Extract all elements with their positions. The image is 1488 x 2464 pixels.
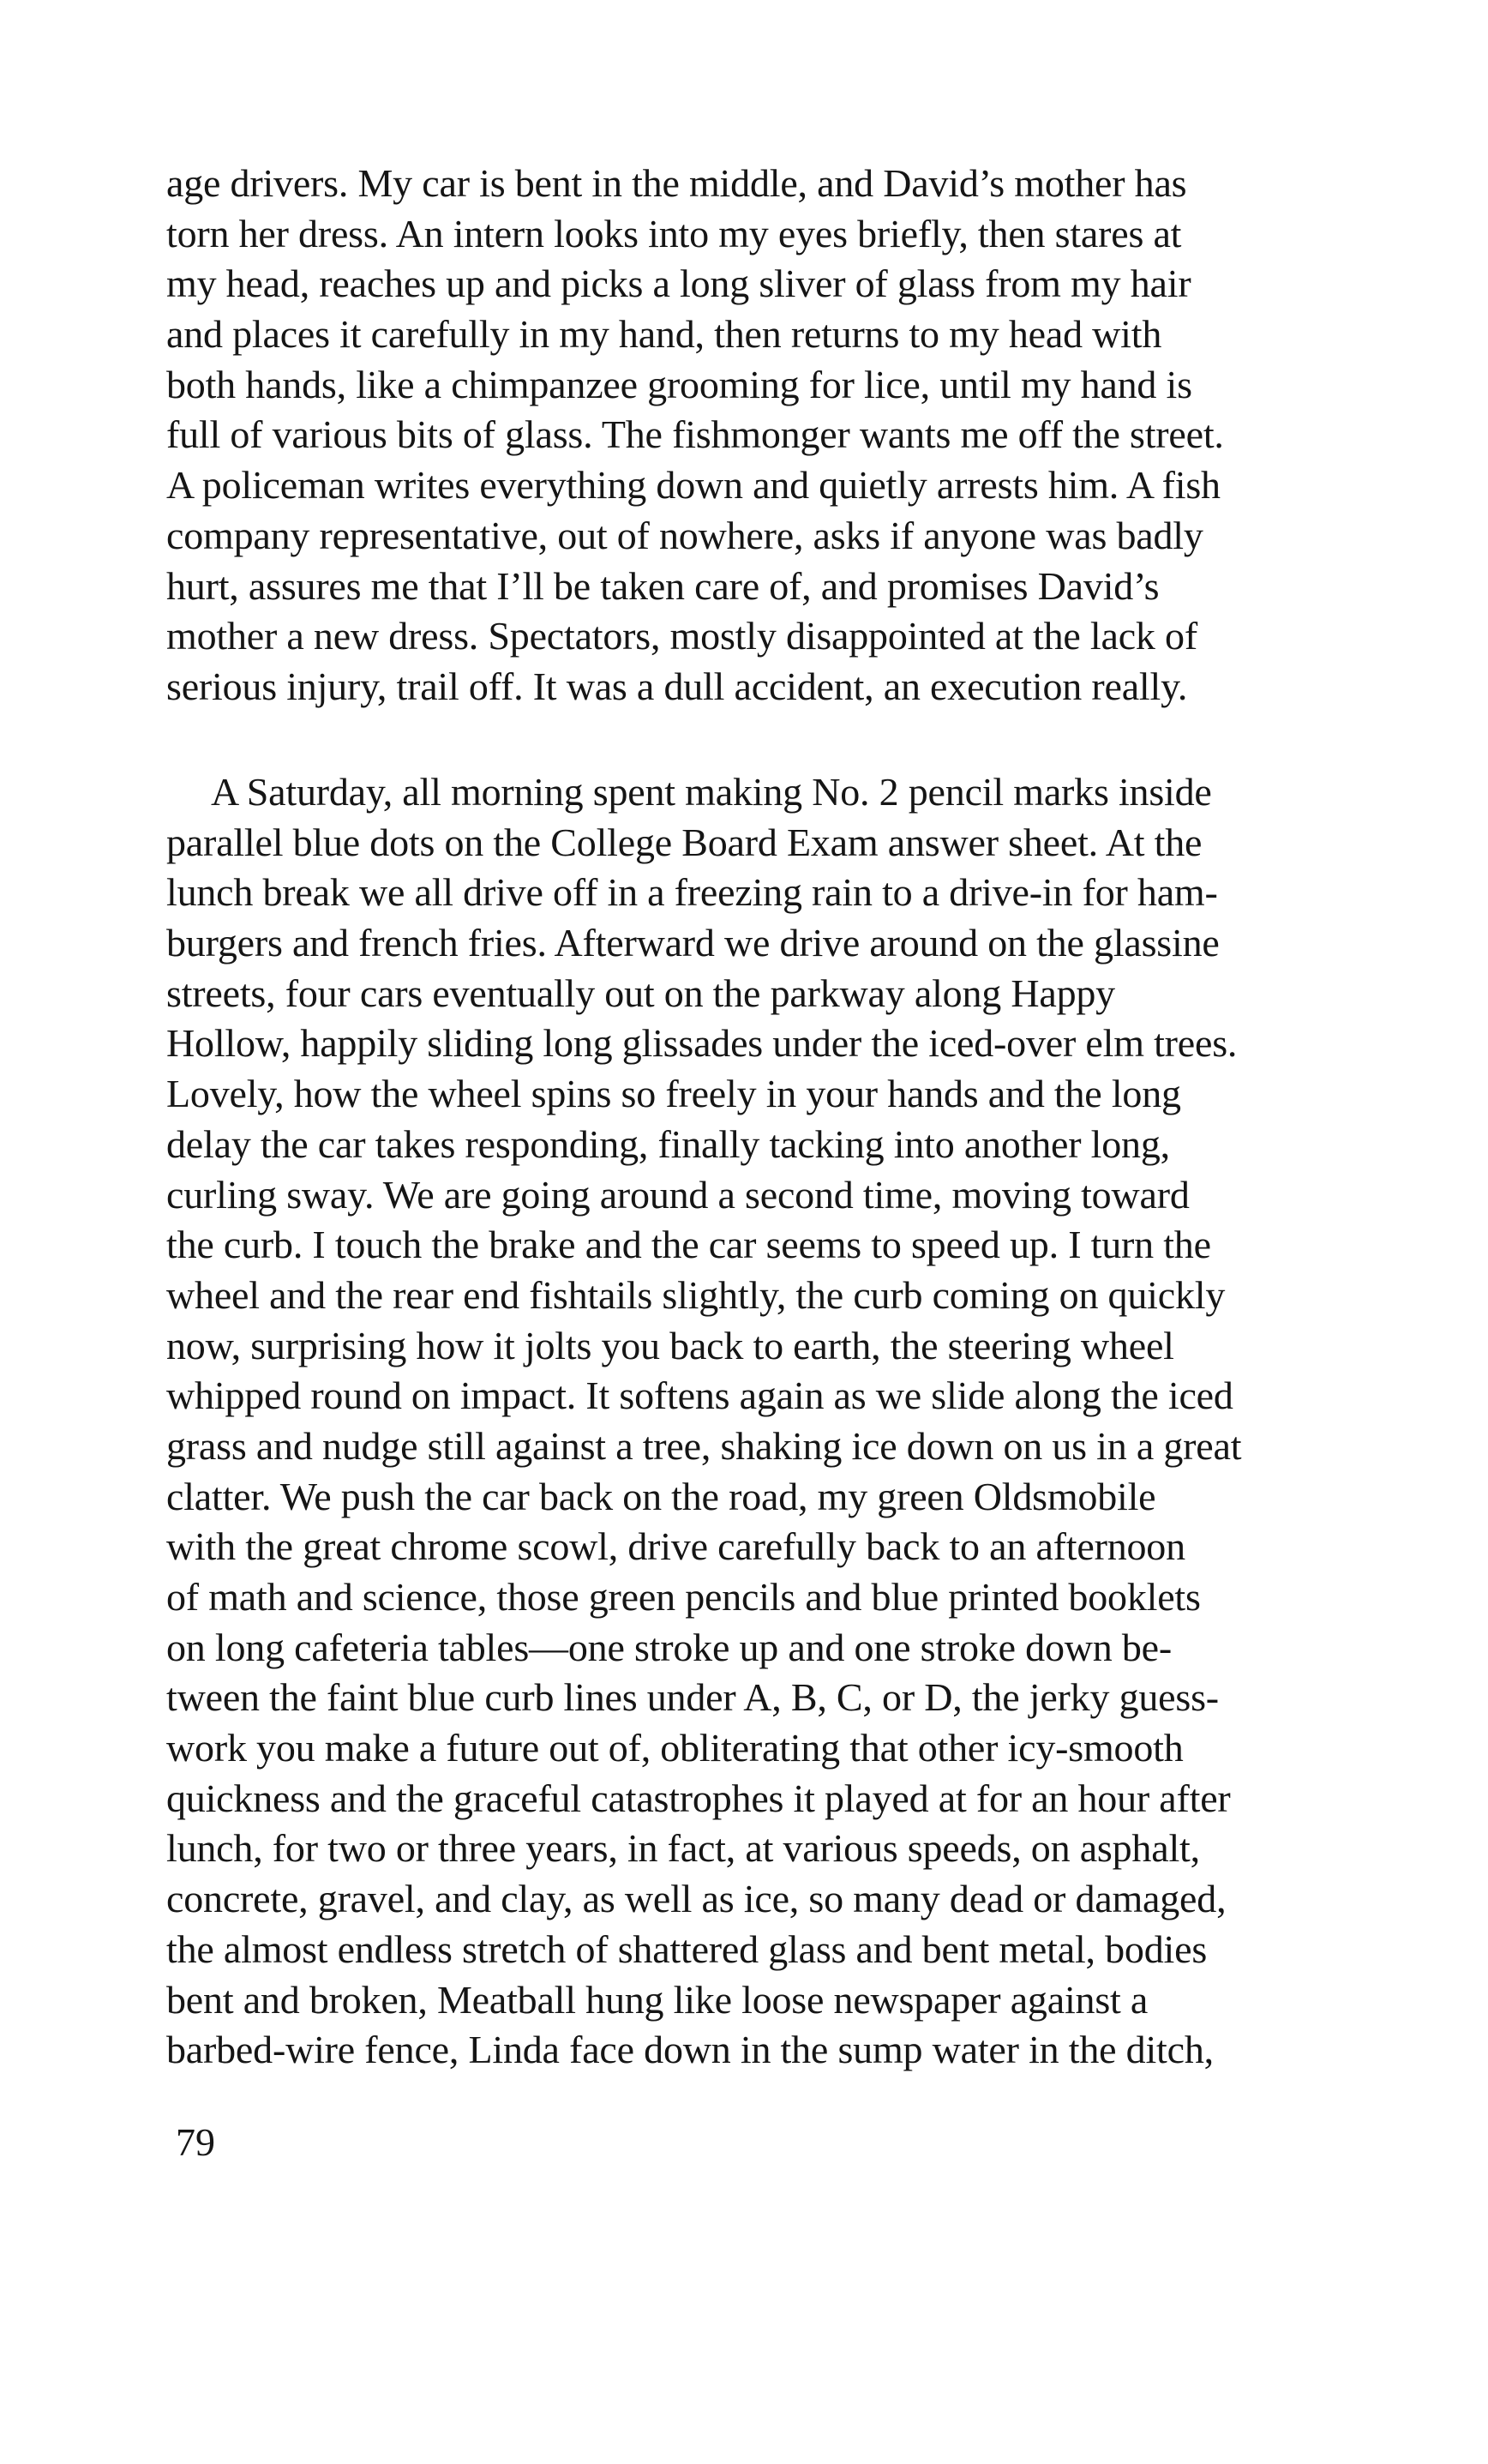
text-line: my head, reaches up and picks a long sliver of glass from my hair [166, 261, 1191, 306]
page-number: 79 [176, 2120, 215, 2164]
text-line: burgers and french fries. Afterward we drive around on the glassine [166, 921, 1220, 965]
text-line: Lovely, how the wheel spins so freely in your hands and the long [166, 1072, 1181, 1116]
text-line: streets, four cars eventually out on the parkway along Happy [166, 971, 1115, 1015]
text-line: full of various bits of glass. The fishmonger wants me off the street. [166, 412, 1224, 457]
text-line: torn her dress. An intern looks into my eyes briefly, then stares at [166, 211, 1182, 255]
text-line: work you make a future out of, obliterating that other icy-smooth [166, 1726, 1184, 1770]
text-line: age drivers. My car is bent in the middle, and David’s mother has [166, 161, 1187, 205]
text-line: now, surprising how it jolts you back to earth, the steering wheel [166, 1323, 1174, 1367]
text-line: and places it carefully in my hand, then returns to my head with [166, 312, 1162, 357]
text-line: of math and science, those green pencils and blue printed booklets [166, 1575, 1201, 1619]
text-line: A policeman writes everything down and quietly arrests him. A fish [166, 463, 1221, 508]
paragraph-saturday-exam [166, 767, 1366, 2076]
text-line: whipped round on impact. It softens again as we slide along the iced [166, 1373, 1233, 1418]
text-line: lunch, for two or three years, in fact, at various speeds, on asphalt, [166, 1826, 1200, 1871]
text-line: the curb. I touch the brake and the car seems to speed up. I turn the [166, 1223, 1211, 1267]
text-line: clatter. We push the car back on the road, my green Oldsmobile [166, 1474, 1156, 1518]
text-line: serious injury, trail off. It was a dull accident, an execution really. [166, 664, 1188, 708]
text-line: A Saturday, all morning spent making No. 2 pencil marks inside [211, 770, 1212, 814]
text-line: curling sway. We are going around a second time, moving toward [166, 1172, 1190, 1217]
text-line: on long cafeteria tables—one stroke up and one stroke down be- [166, 1625, 1172, 1669]
text-line: mother a new dress. Spectators, mostly disappointed at the lack of [166, 614, 1197, 658]
text-line: bent and broken, Meatball hung like loose newspaper against a [166, 1977, 1149, 2022]
text-line: Hollow, happily sliding long glissades under the iced-over elm trees. [166, 1021, 1238, 1066]
text-line: grass and nudge still against a tree, shaking ice down on us in a great [166, 1423, 1242, 1468]
text-line: tween the faint blue curb lines under A, B, C, or D, the jerky guess- [166, 1675, 1219, 1720]
text-line: with the great chrome scowl, drive carefully back to an afternoon [166, 1524, 1185, 1569]
text-line: barbed-wire fence, Linda face down in the sump water in the ditch, [166, 2028, 1214, 2072]
text-line: delay the car takes responding, finally tacking into another long, [166, 1121, 1170, 1166]
text-line: quickness and the graceful catastrophes it played at for an hour after [166, 1776, 1231, 1820]
text-line: parallel blue dots on the College Board Exam answer sheet. At the [166, 820, 1203, 864]
text-line: the almost endless stretch of shattered glass and bent metal, bodies [166, 1926, 1208, 1971]
text-line: concrete, gravel, and clay, as well as ice, so many dead or damaged, [166, 1877, 1227, 1921]
paragraph-accident-aftermath [166, 159, 1366, 712]
text-line: lunch break we all drive off in a freezing rain to a drive-in for ham- [166, 870, 1218, 915]
text-line: both hands, like a chimpanzee grooming for lice, until my hand is [166, 362, 1192, 406]
text-line: wheel and the rear end fishtails slightly, the curb coming on quickly [166, 1272, 1226, 1317]
text-line: hurt, assures me that I’ll be taken care of, and promises David’s [166, 563, 1160, 608]
text-line: company representative, out of nowhere, asks if anyone was badly [166, 513, 1203, 557]
